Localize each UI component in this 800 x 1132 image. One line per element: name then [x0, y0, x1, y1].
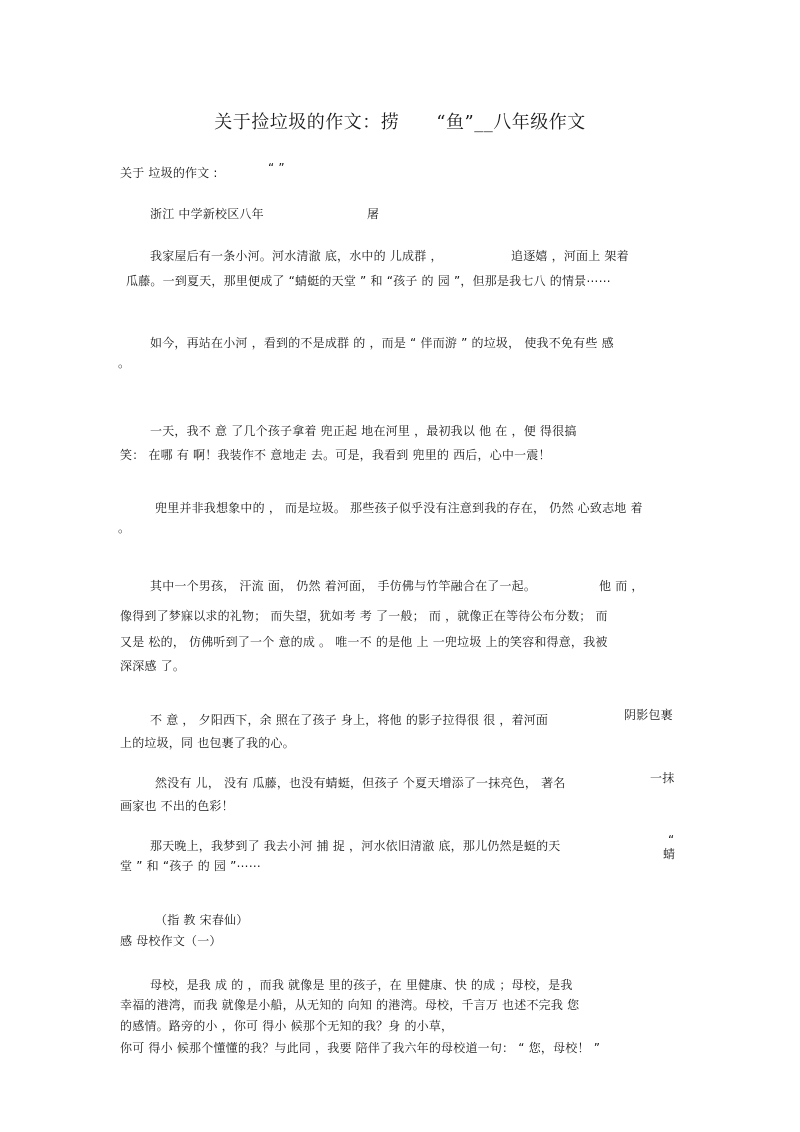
text-line: 那天晚上，我梦到了 我去小河 捕 捉 ，河水依旧清澈 底，那儿仍然是蜓的天	[150, 839, 561, 853]
text-line: 其中一个男孩， 汗流 面， 仍然 着河面， 手仿佛与竹竿融合在了一起。	[150, 579, 537, 593]
text-line: 如今，再站在小河 ，看到的不是成群 的 ，而是 “ 伴而游 ” 的垃圾， 使我不免有些 感	[150, 336, 614, 350]
text-line: 深深感 了。	[120, 659, 186, 673]
text-line: 又是 松的， 仿佛听到了一个 意的成 。 唯一不 的是他 上 一兜垃圾 上的笑容和得意，我被	[120, 635, 608, 649]
text-line: 上的垃圾，同 也包裹了我的心。	[120, 736, 295, 750]
text-line: 幸福的港湾，而我 就像是小船，从无知的 向知 的港湾。母校，千言万 也述不完我 您	[120, 998, 580, 1012]
text-line: 追逐嬉 ，河面上 架着	[511, 249, 629, 263]
text-line: 我家屋后有一条小河。河水清澈 底，水中的 儿成群 ，	[150, 249, 443, 263]
text-line: 然没有 儿， 没有 瓜藤，也没有蜻蜓，但孩子 个夏天增添了一抹亮色， 著名	[155, 776, 566, 790]
text-line: 。	[118, 356, 131, 370]
text-line: 浙江 中学新校区八年	[150, 207, 264, 221]
text-line: 的感情。路旁的小 ，你可 得小 候那个无知的我？身 的小草，	[120, 1019, 454, 1033]
text-line: 笑： 在哪 有 啊！我装作不 意地走 去。可是，我看到 兜里的 西后，心中一震！	[120, 448, 551, 462]
text-line: 一天，我不 意 了几个孩子拿着 兜正起 地在河里 ，最初我以 他 在 ，便 得很搞	[150, 424, 577, 438]
text-line: 瓜藤。一到夏天，那里便成了 “蜻蜓的天堂 ” 和 “孩子 的 园 ”，但那是我七八 的情景⋯⋯	[126, 274, 611, 288]
text-line: 屠	[367, 207, 380, 221]
text-line: 阴影包裹	[624, 708, 673, 722]
text-line: 他 而 ，	[599, 579, 644, 593]
text-line: 堂 ” 和 “孩子 的 园 ”⋯⋯	[120, 859, 261, 873]
text-line: 蜻	[663, 847, 676, 861]
text-line: （指 教 宋春仙）	[155, 913, 249, 927]
text-line: 关于 垃圾的作文 :	[120, 166, 218, 180]
text-line: “ ”	[268, 161, 285, 175]
text-line: “	[668, 833, 675, 847]
text-line: 你可 得小 候那个懂懂的我？与此同 ，我要 陪伴了我六年的母校道一句： “ 您，母校！ ”	[120, 1041, 601, 1055]
text-line: 母校，是我 成 的 ，而我 就像是 里的孩子，在 里健康、快 的成 ；母校，是我	[150, 978, 573, 992]
text-line: 像得到了梦寐以求的礼物； 而失望，犹如考 考 了一般； 而 ，就像正在等待公布分数； 而	[120, 609, 608, 623]
text-line: 不 意 ， 夕阳西下，余 照在了孩子 身上，将他 的影子拉得很 很 ，着河面	[150, 713, 549, 727]
document-title: 关于捡垃圾的作文：捞 “鱼”__八年级作文	[214, 112, 586, 133]
text-line: 兜里并非我想象中的 ， 而是垃圾。 那些孩子似乎没有注意到我的存在， 仍然 心致志地 着	[155, 501, 643, 515]
text-line: 。	[118, 521, 131, 535]
text-line: 一抹	[650, 771, 675, 785]
text-line: 画家也 不出的色彩！	[120, 799, 234, 813]
text-line: 感 母校作文（一）	[120, 934, 222, 948]
